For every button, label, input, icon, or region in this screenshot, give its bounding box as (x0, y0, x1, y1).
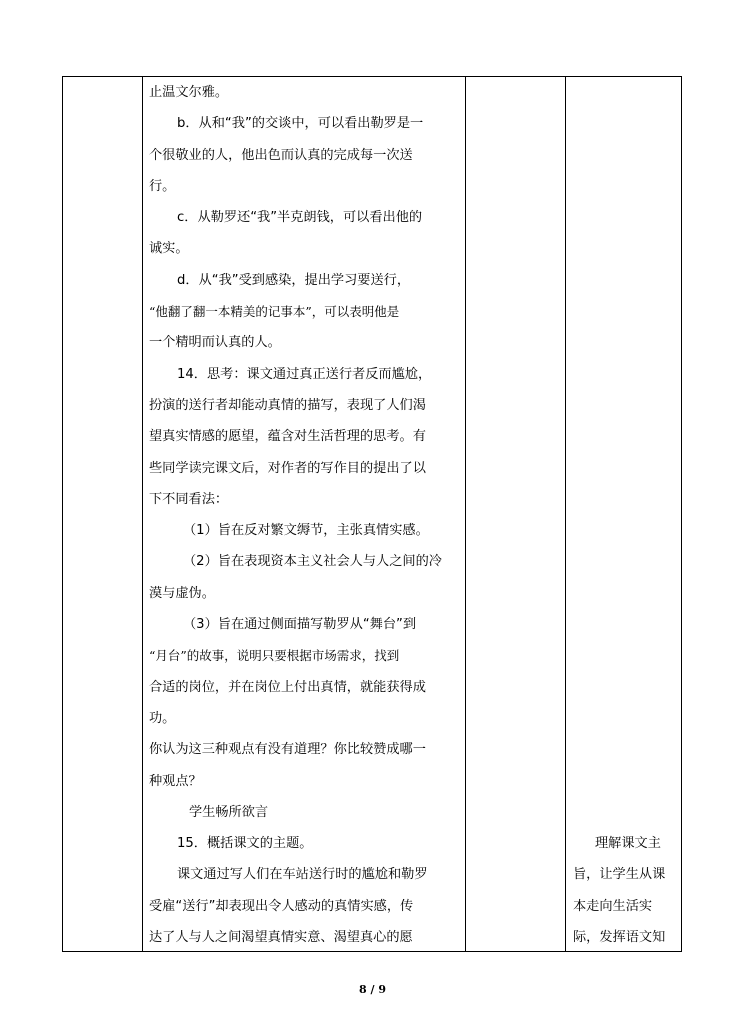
page-number: 8 / 9 (359, 983, 386, 996)
text-line: “月台”的故事，说明只要根据市场需求，找到 (149, 648, 400, 664)
text-line: 种观点？ (149, 773, 202, 789)
text-line: 止温文尔雅。 (149, 85, 229, 100)
text-line: 一个精明而认真的人。 (149, 335, 281, 351)
text-line: 扮演的送行者却能动真情的描写，表现了人们渴 (149, 397, 426, 413)
text-line: 诚实。 (149, 241, 189, 257)
column-divider (465, 77, 466, 951)
column-divider (565, 77, 566, 951)
design-intent-line: 旨，让学生从课 (573, 867, 666, 883)
teaching-content-cell (143, 77, 465, 953)
text-line: 你认为这三种观点有没有道理？你比较赞成哪一 (149, 742, 426, 758)
text-line: 望真实情感的愿望，蕴含对生活哲理的思考。有 (149, 429, 426, 445)
text-line: “他翻了翻一本精美的记事本”，可以表明他是 (149, 304, 400, 320)
text-line: （1）旨在反对繁文缛节，主张真情实感。 (183, 523, 429, 539)
text-line: d．从“我”受到感染，提出学习要送行， (177, 272, 411, 288)
design-intent-cell (565, 828, 681, 953)
text-line: 受雇“送行”却表现出令人感动的真情实感，传 (149, 898, 414, 914)
design-intent-line: 本走向生活实 (573, 898, 653, 914)
text-line: c．从勒罗还“我”半克朗钱，可以看出他的 (177, 210, 423, 226)
text-line: 14．思考：课文通过真正送行者反而尴尬， (177, 366, 432, 382)
lesson-table (62, 76, 682, 952)
text-line: 些同学读完课文后，对作者的写作目的提出了以 (149, 460, 426, 476)
text-line: 行。 (149, 178, 176, 194)
text-line: 合适的岗位，并在岗位上付出真情，就能获得成 (149, 679, 426, 695)
text-line: 功。 (149, 710, 176, 726)
text-line: 15．概括课文的主题。 (177, 836, 313, 852)
text-line: 漠与虚伪。 (149, 585, 215, 601)
text-line: 达了人与人之间渴望真情实意、渴望真心的愿 (149, 930, 413, 946)
design-intent-line: 际，发挥语文知 (573, 930, 666, 946)
text-line: b．从和“我”的交谈中，可以看出勒罗是一 (177, 116, 424, 132)
text-line: 下不同看法： (149, 491, 229, 507)
design-intent-line: 理解课文主 (595, 836, 661, 852)
text-line: （3）旨在通过侧面描写勒罗从“舞台”到 (183, 617, 417, 633)
text-line: 学生畅所欲言 (189, 804, 269, 820)
text-line: 课文通过写人们在车站送行时的尴尬和勒罗 (177, 867, 428, 883)
text-line: 个很敬业的人，他出色而认真的完成每一次送 (149, 147, 413, 163)
text-line: （2）旨在表现资本主义社会人与人之间的冷 (183, 554, 442, 570)
